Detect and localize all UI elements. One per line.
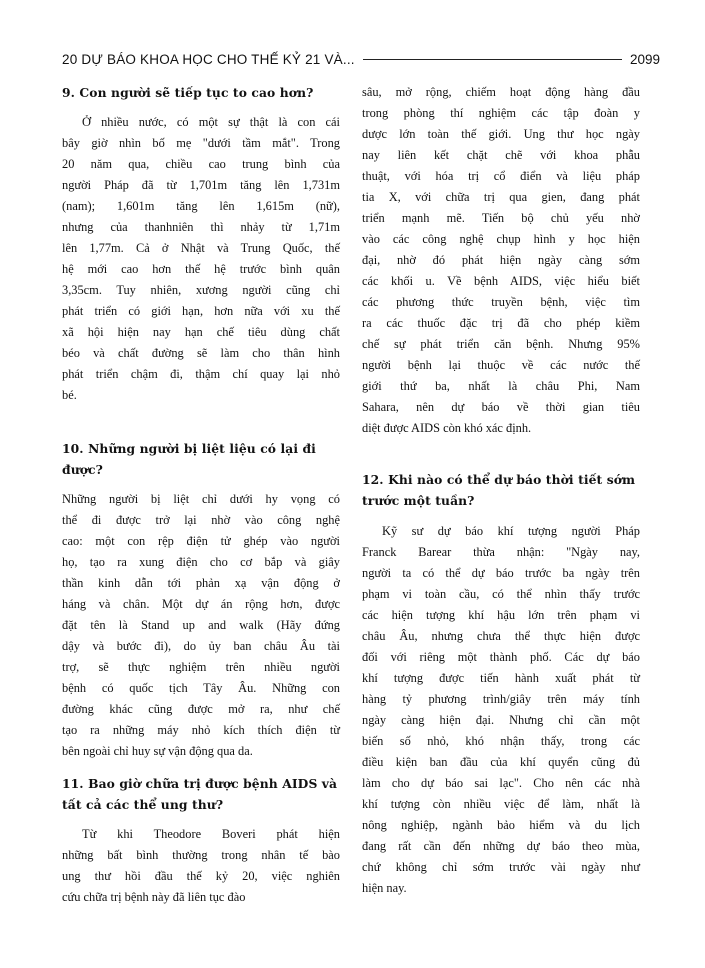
text-line: đối với riêng một thành phố. Các dự báo — [362, 650, 640, 664]
text-line: người Pháp đã từ 1,701m tăng lên 1,731m — [62, 178, 340, 192]
header-title: 20 DỰ BÁO KHOA HỌC CHO THẾ KỶ 21 VÀ... — [62, 51, 355, 67]
q10-title — [62, 438, 340, 480]
text-line: Những người bị liệt chỉ dưới hy vọng có — [62, 492, 340, 506]
text-line: xã hội hiện nay hạn chế tiêu dùng chất — [62, 325, 340, 339]
q9-title: 9. Con người sẽ tiếp tục to cao hơn? — [62, 85, 314, 100]
text-line: hàng tỷ phương trình/giây trên máy tính — [362, 692, 640, 706]
text-line: thần kinh dẫn tới phản xạ vận động ở — [62, 576, 340, 590]
title-line: tất cả các thể ung thư? — [62, 797, 224, 812]
q11-paragraph-continued — [362, 82, 640, 439]
text-line: các khối u. Về bệnh AIDS, việc hiểu biết — [362, 274, 640, 288]
text-line: các phương thức truyền bệnh, việc tìm — [362, 295, 640, 309]
title-line: trước một tuần? — [362, 493, 475, 508]
text-line: đặt tên là Stand up and walk (Hãy đứng — [62, 618, 340, 632]
text-line: Franck Barear thừa nhận: "Ngày nay, — [362, 545, 640, 559]
text-line: tạo ra những máy nhỏ kích thích điện từ — [62, 723, 340, 737]
text-line: lên 1,77m. Cả ở Nhật và Trung Quốc, thế — [62, 241, 340, 255]
title-line: 11. Bao giờ chữa trị được bệnh AIDS và — [62, 776, 338, 791]
running-header — [62, 48, 660, 70]
q11-title — [62, 773, 340, 815]
text-line: châu Âu, nhưng chưa thể thực hiện được — [362, 629, 640, 643]
text-line: đường khác cũng được mở ra, như chế — [62, 702, 340, 716]
text-line: phát triển có giới hạn, hơn nữa với xu thế — [62, 304, 340, 318]
q10-paragraph — [62, 489, 340, 762]
text-line: các hiện tượng khí hậu lớn trên phạm vi — [362, 608, 640, 622]
text-line: bé. — [62, 388, 77, 402]
q12-paragraph — [362, 521, 640, 899]
text-line: làm cho dự báo sai lạc". Cho nên các nhà — [362, 776, 640, 790]
text-line: hệ mới cao hơn thế hệ trước bình quân — [62, 262, 340, 276]
title-line: 10. Những người bị liệt liệu có lại đi — [62, 441, 316, 456]
header-rule — [363, 59, 622, 60]
q9-paragraph — [62, 112, 340, 406]
text-line: phát triển chậm đi, thậm chí quay lại nhỏ — [62, 367, 340, 381]
text-line: chứ không chỉ sớm trước vài ngày như — [362, 860, 640, 874]
text-line: biến số nhỏ, khó nhận thấy, trong các — [362, 734, 640, 748]
text-line: người ta có thể dự báo trước ba ngày trên — [362, 566, 640, 580]
text-line: người bệnh lại thuộc về các nước thế — [362, 358, 640, 372]
text-line: bên ngoài chỉ huy sự vận động qua da. — [62, 744, 253, 758]
text-line: Ở nhiều nước, có một sự thật là con cái — [82, 115, 340, 129]
text-line: Kỹ sư dự báo khí tượng người Pháp — [382, 524, 640, 538]
text-line: sâu, mở rộng, chiếm hoạt động hàng đầu — [362, 85, 640, 99]
text-line: trong phòng thí nghiệm các tập đoàn y — [362, 106, 640, 120]
text-line: khí tượng được tiến hành xuất phát từ — [362, 671, 640, 685]
text-line: nay liên kết chặt chẽ với khoa phẫu — [362, 148, 640, 162]
q11-paragraph — [62, 824, 340, 908]
page-number: 2099 — [629, 51, 660, 67]
text-line: tia X, với chữa trị qua gien, đang phát — [362, 190, 640, 204]
text-line: khí tượng còn nhiều việc để làm, nhất là — [362, 797, 640, 811]
text-line: bệnh có quốc tịch Tây Âu. Những con — [62, 681, 340, 695]
text-line: nhưng của thanhniên thì nhảy từ 1,71m — [62, 220, 340, 234]
text-line: háng và chân. Một dự án rộng hơn, được — [62, 597, 340, 611]
text-line: Sahara, nên dự báo về thời gian tiêu — [362, 400, 640, 414]
text-line: Từ khi Theodore Boveri phát hiện — [82, 827, 340, 841]
text-line: (nam); 1,601m tăng lên 1,615m (nữ), — [62, 199, 340, 213]
text-line: chế sự phát triển căn bệnh. Nhưng 95% — [362, 337, 640, 351]
text-line: cao: một con rệp điện tử ghép vào người — [62, 534, 340, 548]
text-line: béo và chất đường sẽ làm cho thân hình — [62, 346, 340, 360]
text-line: những bất bình thường trong nhân tế bào — [62, 848, 340, 862]
text-line: dược lớn toàn thế giới. Ung thư học ngày — [362, 127, 640, 141]
text-line: nông nghiệp, ngành bảo hiểm và du lịch — [362, 818, 640, 832]
text-line: vào các công nghệ chụp hình y học hiện — [362, 232, 640, 246]
title-line: 12. Khi nào có thể dự báo thời tiết sớm — [362, 472, 636, 487]
text-line: điều kiện ban đầu của khí quyển cũng đủ — [362, 755, 640, 769]
text-line: diệt được AIDS còn khó xác định. — [362, 421, 532, 435]
text-line: họ, tạo ra xung điện cho cơ bắp và giây — [62, 555, 340, 569]
text-line: cứu chữa trị bệnh này đã liên tục đào — [62, 890, 246, 904]
q12-title — [362, 469, 640, 511]
text-line: hiện nay. — [362, 881, 407, 895]
text-line: đại, nhờ đó phát hiện ngày càng sớm — [362, 253, 640, 267]
text-line: giới thứ ba, nhất là châu Phi, Nam — [362, 379, 640, 393]
text-line: ngày càng hiện đại. Nhưng chỉ cần một — [362, 713, 640, 727]
title-line: được? — [62, 462, 103, 477]
text-line: thể đi được trở lại nhờ vào công nghệ — [62, 513, 340, 527]
text-line: triển mạnh mẽ. Tiến bộ chủ yếu nhờ — [362, 211, 640, 225]
text-line: phạm vi toàn cầu, có thể nhìn thấy trước — [362, 587, 640, 601]
text-line: ra các thuốc đặc trị đã cho phép kiềm — [362, 316, 640, 330]
text-line: 20 năm qua, chiều cao trung bình của — [62, 157, 340, 171]
text-line: ung thư hồi đầu thế kỷ 20, việc nghiên — [62, 869, 340, 883]
text-line: thuật, với hóa trị cổ điển và liệu pháp — [362, 169, 640, 183]
left-column — [62, 82, 340, 908]
text-line: dậy và bước đi), do ủy ban châu Âu tài — [62, 639, 340, 653]
text-line: 3,35cm. Tuy nhiên, xương người cũng chỉ — [62, 283, 340, 297]
right-column — [362, 82, 640, 899]
text-line: bây giờ nhìn bố mẹ "dưới tầm mắt". Trong — [62, 136, 340, 150]
text-line: đang rất cần đến những dự báo theo mùa, — [362, 839, 640, 853]
text-line: trợ, sẽ thực nghiệm trên nhiều người — [62, 660, 340, 674]
